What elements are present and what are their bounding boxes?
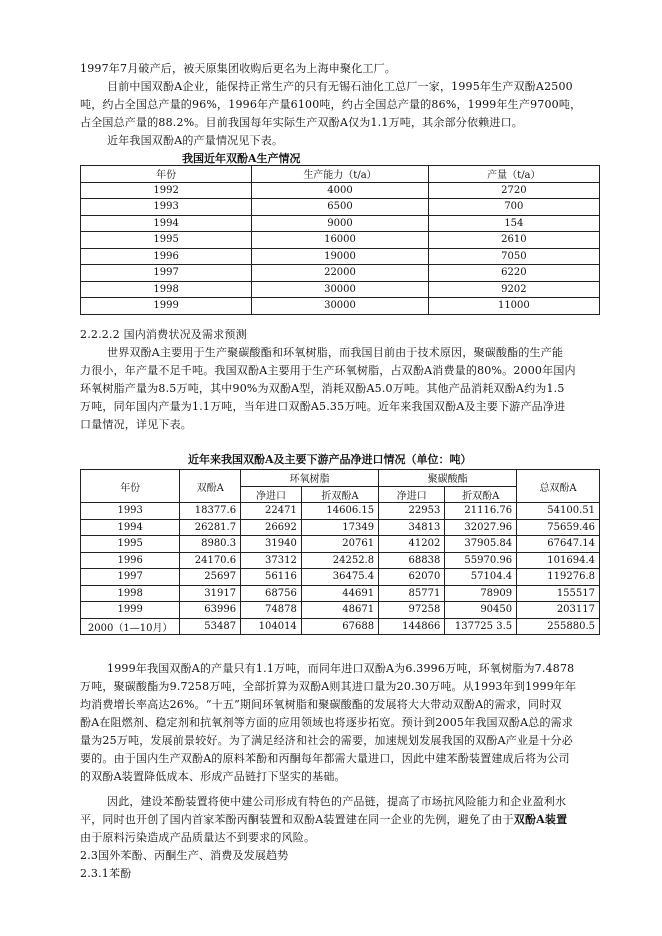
table-header-row <box>81 470 600 487</box>
paragraph-line: 占全国总产量的88.2%。目前我国每年实际生产双酚A仅为1.1万吨，其余部分依赖进口。 <box>80 116 523 129</box>
table-cell: 90450 <box>445 602 517 619</box>
table-cell: 53487 <box>180 618 241 635</box>
table-row <box>81 265 600 282</box>
table-cell: 1998 <box>81 585 180 602</box>
table-row <box>81 281 600 298</box>
table-cell: 48671 <box>301 602 378 619</box>
table-cell: 203117 <box>517 602 600 619</box>
table-header-cell: 环氧树脂 <box>241 470 379 487</box>
table-cell: 22953 <box>379 503 445 520</box>
table-cell: 67647.14 <box>517 536 600 553</box>
paragraph-line: 万吨，聚碳酸酯为9.7258万吨，全部折算为双酚A则其进口量为20.30万吨。从1993年到1999年年 <box>80 680 577 693</box>
table-header-cell: 年份 <box>81 470 180 503</box>
table-row <box>81 298 600 315</box>
paragraph-line: 由于原料污染造成产品质量达不到要求的风险。 <box>80 831 316 844</box>
table-cell: 6220 <box>428 265 599 282</box>
table-cell: 154 <box>428 215 599 232</box>
table-cell: 101694.4 <box>517 552 600 569</box>
paragraph-line: 力很小，年产量不足千吨。我国双酚A主要用于生产环氧树脂，占双酚A消费量的80%。2000年国内 <box>80 364 576 377</box>
table-header-cell: 生产能力（t/a） <box>252 166 428 183</box>
table-row <box>81 503 600 520</box>
table-cell: 104014 <box>241 618 302 635</box>
table-cell: 24252.8 <box>301 552 378 569</box>
table1-title: 我国近年双酚A生产情况 <box>182 152 301 165</box>
table-cell: 31940 <box>241 536 302 553</box>
table-header-cell: 总双酚A <box>517 470 600 503</box>
paragraph-line: 环氧树脂产量为8.5万吨，其中90%为双酚A型，消耗双酚A5.0万吨。其他产品消耗双酚A约为1.5 <box>80 382 565 395</box>
paragraph-line: 均消费增长率高达26%。“十五”期间环氧树脂和聚碳酸酯的发展将大大带动双酚A的需求，同时双 <box>80 698 562 711</box>
table-cell: 1993 <box>81 503 180 520</box>
table-header-cell: 净进口 <box>241 486 302 503</box>
paragraph-line: 万吨，同年国内产量为1.1万吨，当年进口双酚A5.35万吨。近年来我国双酚A及主要下游产品净进 <box>80 400 566 413</box>
paragraph-line: 1997年7月破产后，被天原集团收购后更名为上海申聚化工厂。 <box>80 62 396 75</box>
table-cell: 18377.6 <box>180 503 241 520</box>
table-row <box>81 602 600 619</box>
table-header-row <box>81 166 600 183</box>
table-header-cell: 折双酚A <box>301 486 378 503</box>
table-cell: 41202 <box>379 536 445 553</box>
table-cell: 1994 <box>81 519 180 536</box>
section-heading: 2.2.2.2 国内消费状况及需求预测 <box>80 328 247 341</box>
table-cell: 144866 <box>379 618 445 635</box>
table-cell: 55970.96 <box>445 552 517 569</box>
table-row <box>81 215 600 232</box>
table-cell: 9202 <box>428 281 599 298</box>
table-cell: 68838 <box>379 552 445 569</box>
table-row <box>81 618 600 635</box>
table-cell: 8980.3 <box>180 536 241 553</box>
table-cell: 75659.46 <box>517 519 600 536</box>
table2-title: 近年来我国双酚A及主要下游产品净进口情况（单位：吨） <box>188 453 472 466</box>
table-cell: 37312 <box>241 552 302 569</box>
table-row <box>81 232 600 249</box>
table-cell: 97258 <box>379 602 445 619</box>
table-cell: 30000 <box>252 281 428 298</box>
table-cell: 4000 <box>252 182 428 199</box>
table-cell: 14606.15 <box>301 503 378 520</box>
table-cell: 54100.51 <box>517 503 600 520</box>
table-cell: 85771 <box>379 585 445 602</box>
table-cell: 34813 <box>379 519 445 536</box>
paragraph-line: 量为25万吨，发展前景较好。为了满足经济和社会的需要，加速规划发展我国的双酚A产业是十分必 <box>80 734 573 747</box>
section-heading: 2.3.1苯酚 <box>80 867 132 880</box>
table-cell: 37905.84 <box>445 536 517 553</box>
table-cell: 1997 <box>81 265 252 282</box>
bold-text: 双酚A装置 <box>513 813 568 826</box>
table-cell: 1998 <box>81 281 252 298</box>
table-cell: 19000 <box>252 248 428 265</box>
table-cell: 1996 <box>81 248 252 265</box>
table-cell: 36475.4 <box>301 569 378 586</box>
table-cell: 1999 <box>81 602 180 619</box>
table-cell: 6500 <box>252 199 428 216</box>
table-header-cell: 产量（t/a） <box>428 166 599 183</box>
paragraph-line: 要的。由于国内生产双酚A的原料苯酚和丙酮每年都需大量进口，因此中建苯酚装置建成后将为公司 <box>80 752 570 765</box>
table-cell: 1993 <box>81 199 252 216</box>
import-table <box>80 469 600 635</box>
table-row <box>81 182 600 199</box>
table-cell: 137725 3.5 <box>445 618 517 635</box>
table-cell: 1995 <box>81 232 252 249</box>
table-cell: 56116 <box>241 569 302 586</box>
table-cell: 1997 <box>81 569 180 586</box>
table-cell: 31917 <box>180 585 241 602</box>
table-row <box>81 585 600 602</box>
paragraph-line: 吨，约占全国总产量的96%，1996年产量6100吨，约占全国总产量的86%，1999年生产9700吨， <box>80 98 582 111</box>
table-cell: 11000 <box>428 298 599 315</box>
table-cell: 74878 <box>241 602 302 619</box>
table-cell: 26281.7 <box>180 519 241 536</box>
table-cell: 62070 <box>379 569 445 586</box>
table-cell: 1995 <box>81 536 180 553</box>
table-row <box>81 536 600 553</box>
paragraph-line: 1999年我国双酚A的产量只有1.1万吨，而同年进口双酚A为6.3996万吨，环氧树脂为7.4878 <box>107 662 575 675</box>
table-row <box>81 248 600 265</box>
table-cell: 2610 <box>428 232 599 249</box>
table-row <box>81 552 600 569</box>
table-header-cell: 净进口 <box>379 486 445 503</box>
table-header-cell: 年份 <box>81 166 252 183</box>
paragraph-line: 世界双酚A主要用于生产聚碳酸酯和环氧树脂，而我国目前由于技术原因，聚碳酸酯的生产能 <box>107 346 564 359</box>
table-body <box>81 182 600 314</box>
paragraph-line: 因此，建设苯酚装置将使中建公司形成有特色的产品链，提高了市场抗风险能力和企业盈利水 <box>107 795 567 808</box>
table-cell: 78909 <box>445 585 517 602</box>
table-cell: 67688 <box>301 618 378 635</box>
table-cell: 22471 <box>241 503 302 520</box>
table-cell: 68756 <box>241 585 302 602</box>
table-cell: 1996 <box>81 552 180 569</box>
paragraph-text: 平，同时也开创了国内首家苯酚丙酮装置和双酚A装置建在同一企业的先例，避免了由于 <box>80 813 514 826</box>
table-cell: 7050 <box>428 248 599 265</box>
table-cell: 17349 <box>301 519 378 536</box>
table-cell: 25697 <box>180 569 241 586</box>
paragraph-line: 的双酚A装置降低成本、形成产品链打下坚实的基础。 <box>80 770 346 783</box>
table-row <box>81 569 600 586</box>
table-row <box>81 519 600 536</box>
table-cell: 2000（1—10月） <box>81 618 180 635</box>
paragraph-line: 目前中国双酚A企业，能保持正常生产的只有无锡石油化工总厂一家，1995年生产双酚A2500 <box>107 80 573 93</box>
table-row <box>81 199 600 216</box>
table-cell: 255880.5 <box>517 618 600 635</box>
table-cell: 119276.8 <box>517 569 600 586</box>
table-cell: 155517 <box>517 585 600 602</box>
table-cell: 24170.6 <box>180 552 241 569</box>
paragraph-line: 近年我国双酚A的产量情况见下表。 <box>107 134 284 147</box>
table-cell: 57104.4 <box>445 569 517 586</box>
paragraph-line <box>80 811 600 829</box>
table-cell: 2720 <box>428 182 599 199</box>
table-cell: 44691 <box>301 585 378 602</box>
section-heading: 2.3国外苯酚、丙酮生产、消费及发展趋势 <box>80 849 289 862</box>
table-cell: 700 <box>428 199 599 216</box>
production-table <box>80 165 600 315</box>
paragraph-line: 酚A在阻燃剂、稳定剂和抗氧剂等方面的应用领域也将逐步拓宽。预计到2005年我国双酚A总的需求 <box>80 716 574 729</box>
table-body <box>81 503 600 635</box>
table-cell: 1994 <box>81 215 252 232</box>
table-cell: 32027.96 <box>445 519 517 536</box>
table-cell: 21116.76 <box>445 503 517 520</box>
table-cell: 1992 <box>81 182 252 199</box>
paragraph-line: 口量情况，详见下表。 <box>80 418 192 431</box>
table-header-cell: 双酚A <box>180 470 241 503</box>
table-cell: 1999 <box>81 298 252 315</box>
table-cell: 63996 <box>180 602 241 619</box>
table-header-cell: 折双酚A <box>445 486 517 503</box>
table-header-cell: 聚碳酸酯 <box>379 470 517 487</box>
table-cell: 20761 <box>301 536 378 553</box>
table-cell: 30000 <box>252 298 428 315</box>
table-cell: 16000 <box>252 232 428 249</box>
table-cell: 22000 <box>252 265 428 282</box>
table-cell: 26692 <box>241 519 302 536</box>
table-cell: 9000 <box>252 215 428 232</box>
